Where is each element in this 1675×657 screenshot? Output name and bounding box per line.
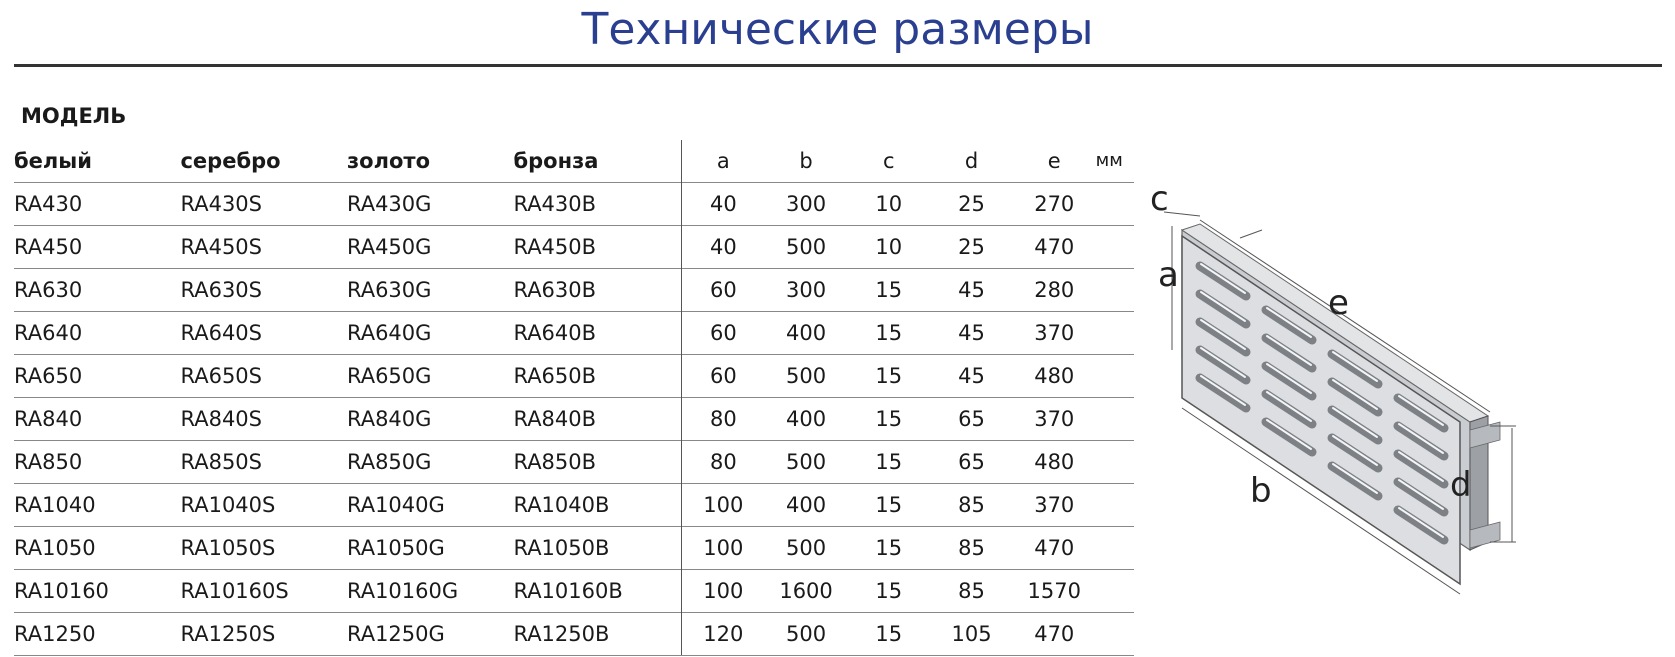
cell-a: 80 [681,398,764,441]
cell-e: 470 [1013,226,1096,269]
table-row [14,484,1134,527]
cell-unit-spacer [1096,398,1134,441]
cell-white: RA10160 [14,570,180,613]
cell-silver: RA450S [180,226,346,269]
cell-b: 400 [765,398,848,441]
cell-e: 480 [1013,355,1096,398]
table-row [14,398,1134,441]
cell-gold: RA10160G [347,570,513,613]
diagram-label-e: e [1328,283,1349,323]
cell-white: RA650 [14,355,180,398]
cell-silver: RA630S [180,269,346,312]
cell-a: 40 [681,183,764,226]
cell-silver: RA430S [180,183,346,226]
col-header-bronze: бронза [513,149,599,173]
cell-e: 470 [1013,613,1096,656]
table-row [14,613,1134,656]
cell-unit-spacer [1096,312,1134,355]
cell-bronze: RA1250B [513,613,681,656]
cell-bronze: RA850B [513,441,681,484]
cell-unit-spacer [1096,441,1134,484]
cell-unit-spacer [1096,269,1134,312]
cell-c: 10 [847,226,930,269]
cell-white: RA430 [14,183,180,226]
cell-b: 500 [765,527,848,570]
cell-unit-spacer [1096,355,1134,398]
diagram-label-a: a [1158,255,1179,295]
cell-silver: RA10160S [180,570,346,613]
cell-d: 85 [930,570,1013,613]
cell-gold: RA1040G [347,484,513,527]
cell-silver: RA840S [180,398,346,441]
cell-bronze: RA840B [513,398,681,441]
cell-white: RA840 [14,398,180,441]
cell-b: 500 [765,441,848,484]
cell-white: RA1050 [14,527,180,570]
cell-c: 15 [847,355,930,398]
cell-silver: RA850S [180,441,346,484]
cell-d: 45 [930,269,1013,312]
model-heading: МОДЕЛЬ [21,104,127,128]
diagram-label-d: d [1450,465,1472,505]
cell-d: 25 [930,183,1013,226]
cell-c: 15 [847,484,930,527]
cell-bronze: RA450B [513,226,681,269]
cell-d: 65 [930,441,1013,484]
cell-b: 400 [765,484,848,527]
cell-d: 85 [930,527,1013,570]
cell-unit-spacer [1096,570,1134,613]
cell-gold: RA840G [347,398,513,441]
cell-c: 15 [847,269,930,312]
cell-d: 25 [930,226,1013,269]
col-header-d: d [964,149,979,173]
cell-a: 80 [681,441,764,484]
diagram-label-c: c [1150,179,1169,219]
cell-white: RA850 [14,441,180,484]
cell-a: 60 [681,312,764,355]
cell-c: 15 [847,312,930,355]
cell-a: 100 [681,570,764,613]
cell-gold: RA430G [347,183,513,226]
page-title: Технические размеры [581,4,1094,55]
cell-a: 60 [681,269,764,312]
cell-unit-spacer [1096,226,1134,269]
cell-white: RA1250 [14,613,180,656]
cell-white: RA450 [14,226,180,269]
cell-unit-spacer [1096,527,1134,570]
cell-bronze: RA10160B [513,570,681,613]
cell-gold: RA1050G [347,527,513,570]
cell-d: 45 [930,312,1013,355]
col-header-silver: серебро [180,149,281,173]
cell-a: 100 [681,484,764,527]
col-header-e: e [1047,149,1061,173]
cell-e: 280 [1013,269,1096,312]
table-row [14,527,1134,570]
cell-white: RA630 [14,269,180,312]
col-header-gold: золото [346,149,431,173]
cell-silver: RA1250S [180,613,346,656]
cell-white: RA640 [14,312,180,355]
col-header-white: белый [14,149,92,173]
cell-silver: RA1040S [180,484,346,527]
title-divider [14,64,1662,67]
table-row [14,183,1134,226]
cell-bronze: RA430B [513,183,681,226]
cell-e: 1570 [1013,570,1096,613]
cell-b: 300 [765,269,848,312]
cell-gold: RA630G [347,269,513,312]
cell-a: 60 [681,355,764,398]
col-header-a: a [681,140,764,183]
cell-bronze: RA1040B [513,484,681,527]
cell-unit-spacer [1096,613,1134,656]
cell-e: 270 [1013,183,1096,226]
cell-gold: RA850G [347,441,513,484]
cell-c: 15 [847,398,930,441]
cell-c: 15 [847,570,930,613]
dimensions-table [14,140,1134,656]
cell-b: 300 [765,183,848,226]
cell-b: 1600 [765,570,848,613]
table-row [14,570,1134,613]
cell-b: 500 [765,613,848,656]
cell-e: 480 [1013,441,1096,484]
grille-body [1182,224,1500,584]
cell-bronze: RA1050B [513,527,681,570]
table-body [14,183,1134,656]
table-row [14,312,1134,355]
cell-unit-spacer [1096,484,1134,527]
cell-silver: RA1050S [180,527,346,570]
col-header-c: c [883,149,895,173]
cell-b: 500 [765,355,848,398]
vent-grille-diagram [1150,179,1590,630]
table-row [14,269,1134,312]
cell-b: 500 [765,226,848,269]
cell-c: 15 [847,527,930,570]
cell-bronze: RA630B [513,269,681,312]
cell-c: 10 [847,183,930,226]
cell-d: 65 [930,398,1013,441]
cell-bronze: RA650B [513,355,681,398]
cell-c: 15 [847,441,930,484]
cell-unit-spacer [1096,183,1134,226]
table-header-row [14,140,1134,183]
cell-a: 40 [681,226,764,269]
cell-b: 400 [765,312,848,355]
cell-gold: RA640G [347,312,513,355]
diagram-label-b: b [1250,471,1272,511]
cell-white: RA1040 [14,484,180,527]
table-row [14,355,1134,398]
cell-e: 370 [1013,484,1096,527]
cell-silver: RA650S [180,355,346,398]
cell-a: 120 [681,613,764,656]
cell-e: 470 [1013,527,1096,570]
cell-a: 100 [681,527,764,570]
cell-c: 15 [847,613,930,656]
col-header-b: b [799,149,813,173]
cell-gold: RA1250G [347,613,513,656]
cell-e: 370 [1013,398,1096,441]
cell-bronze: RA640B [513,312,681,355]
cell-d: 85 [930,484,1013,527]
col-header-unit: мм [1095,150,1123,171]
cell-gold: RA450G [347,226,513,269]
cell-silver: RA640S [180,312,346,355]
cell-e: 370 [1013,312,1096,355]
cell-gold: RA650G [347,355,513,398]
cell-d: 45 [930,355,1013,398]
table-row [14,226,1134,269]
table-row [14,441,1134,484]
cell-d: 105 [930,613,1013,656]
